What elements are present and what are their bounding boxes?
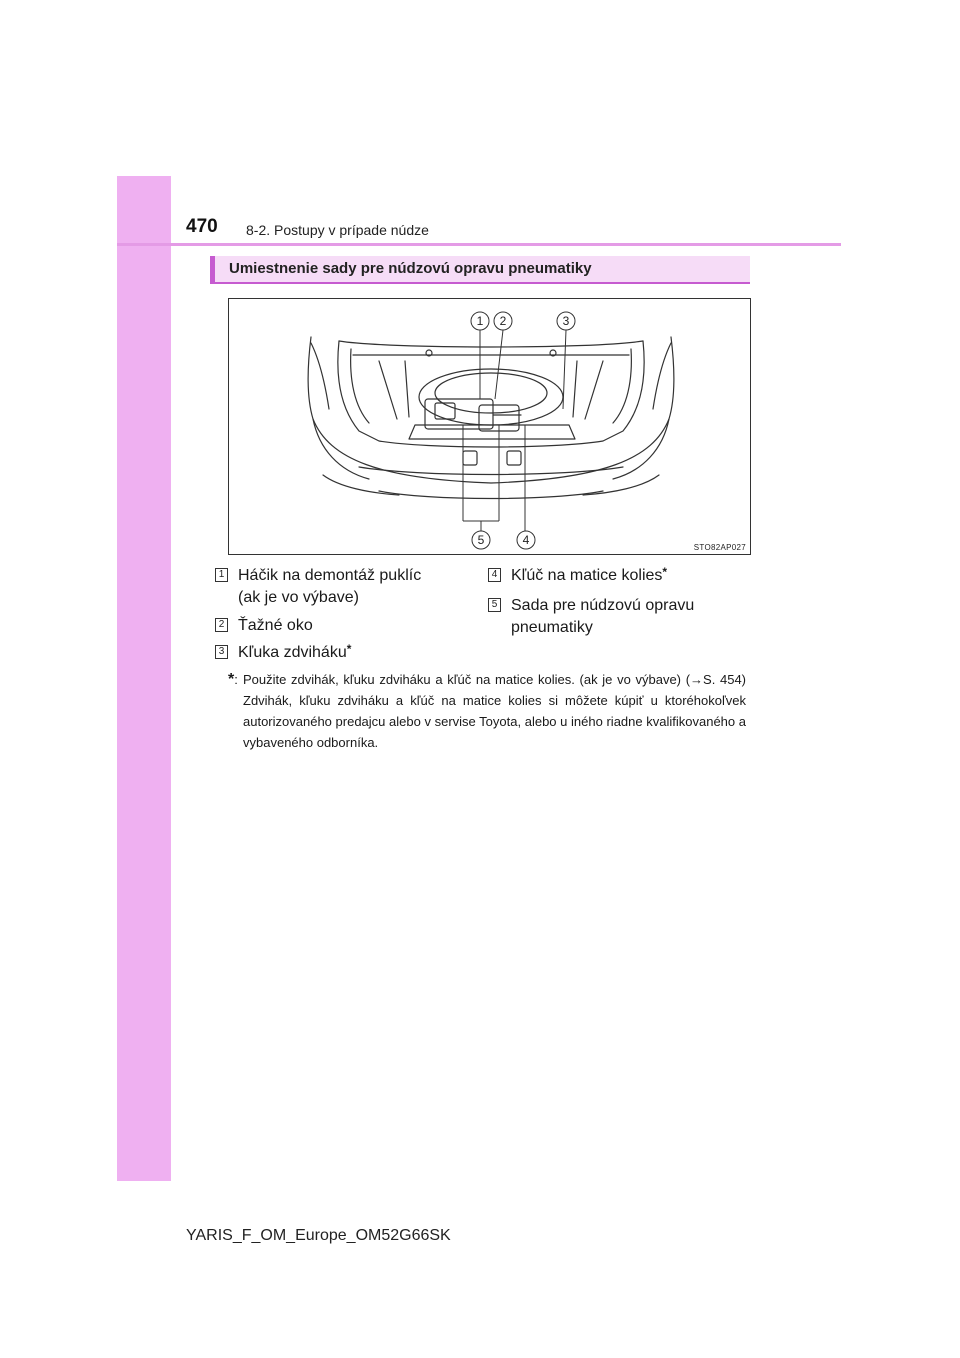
- legend-text-3-label: Kľuka zdviháku: [238, 644, 347, 661]
- legend-item-5: [488, 595, 694, 639]
- subheading-title: Umiestnenie sady pre núdzovú opravu pneumatiky: [229, 260, 592, 277]
- asterisk-mark-4: *: [662, 565, 668, 579]
- legend-text-5: [511, 595, 694, 639]
- legend-item-2: [215, 615, 313, 637]
- legend-text-1-line2: (ak je vo výbave): [238, 589, 359, 606]
- legend-text-3: [238, 642, 351, 664]
- footer-doc-id: YARIS_F_OM_Europe_OM52G66SK: [186, 1227, 451, 1244]
- legend-text-1-line1: Háčik na demontáž puklíc: [238, 567, 422, 584]
- legend-badge-2: 2: [215, 618, 228, 632]
- legend-text-1: [238, 565, 421, 609]
- legend-badge-5: 5: [488, 598, 501, 612]
- footnote-asterisk: *: [228, 671, 235, 688]
- subheading-bar: [210, 256, 750, 284]
- callout-2: 2: [499, 314, 507, 328]
- legend-item-3: [215, 642, 351, 664]
- callout-1: 1: [476, 314, 484, 328]
- footnote-text: Použite zdvihák, kľuku zdviháku a kľúč na matice kolies. (ak je vo výbave) (→S. 454) Zdvihák, kľuku zdviháku a kľúč na matice kolies si môžete kúpiť u ktoréhokoľvek autorizovaného predajcu alebo v servise Toyota, alebo u iného riadne kvalifikovaného a vybaveného odborníka.: [243, 672, 746, 750]
- legend-badge-1: 1: [215, 568, 228, 582]
- trunk-drawing: [229, 299, 752, 556]
- legend-text-2: Ťažné oko: [238, 617, 313, 634]
- footnote: [228, 669, 746, 753]
- legend-item-1: [215, 565, 421, 609]
- callout-3: 3: [562, 314, 570, 328]
- legend-text-5-line2: pneumatiky: [511, 619, 593, 636]
- legend-badge-3: 3: [215, 645, 228, 659]
- header-divider: [117, 243, 841, 246]
- callout-5: 5: [477, 533, 485, 547]
- footnote-mark: *:: [228, 671, 238, 688]
- chapter-side-band: [117, 176, 171, 1181]
- figure-code: STO82AP027: [693, 543, 746, 552]
- legend-badge-4: 4: [488, 568, 501, 582]
- legend-text-4-label: Kľúč na matice kolies: [511, 567, 663, 584]
- legend-item-4: [488, 565, 667, 587]
- page-number: 470: [186, 216, 218, 237]
- callout-4: 4: [522, 533, 530, 547]
- legend-text-5-line1: Sada pre núdzovú opravu: [511, 597, 695, 614]
- legend-text-4: [511, 565, 667, 587]
- trunk-illustration: [228, 298, 751, 555]
- asterisk-mark-3: *: [346, 642, 352, 656]
- section-title: 8-2. Postupy v prípade núdze: [246, 222, 429, 238]
